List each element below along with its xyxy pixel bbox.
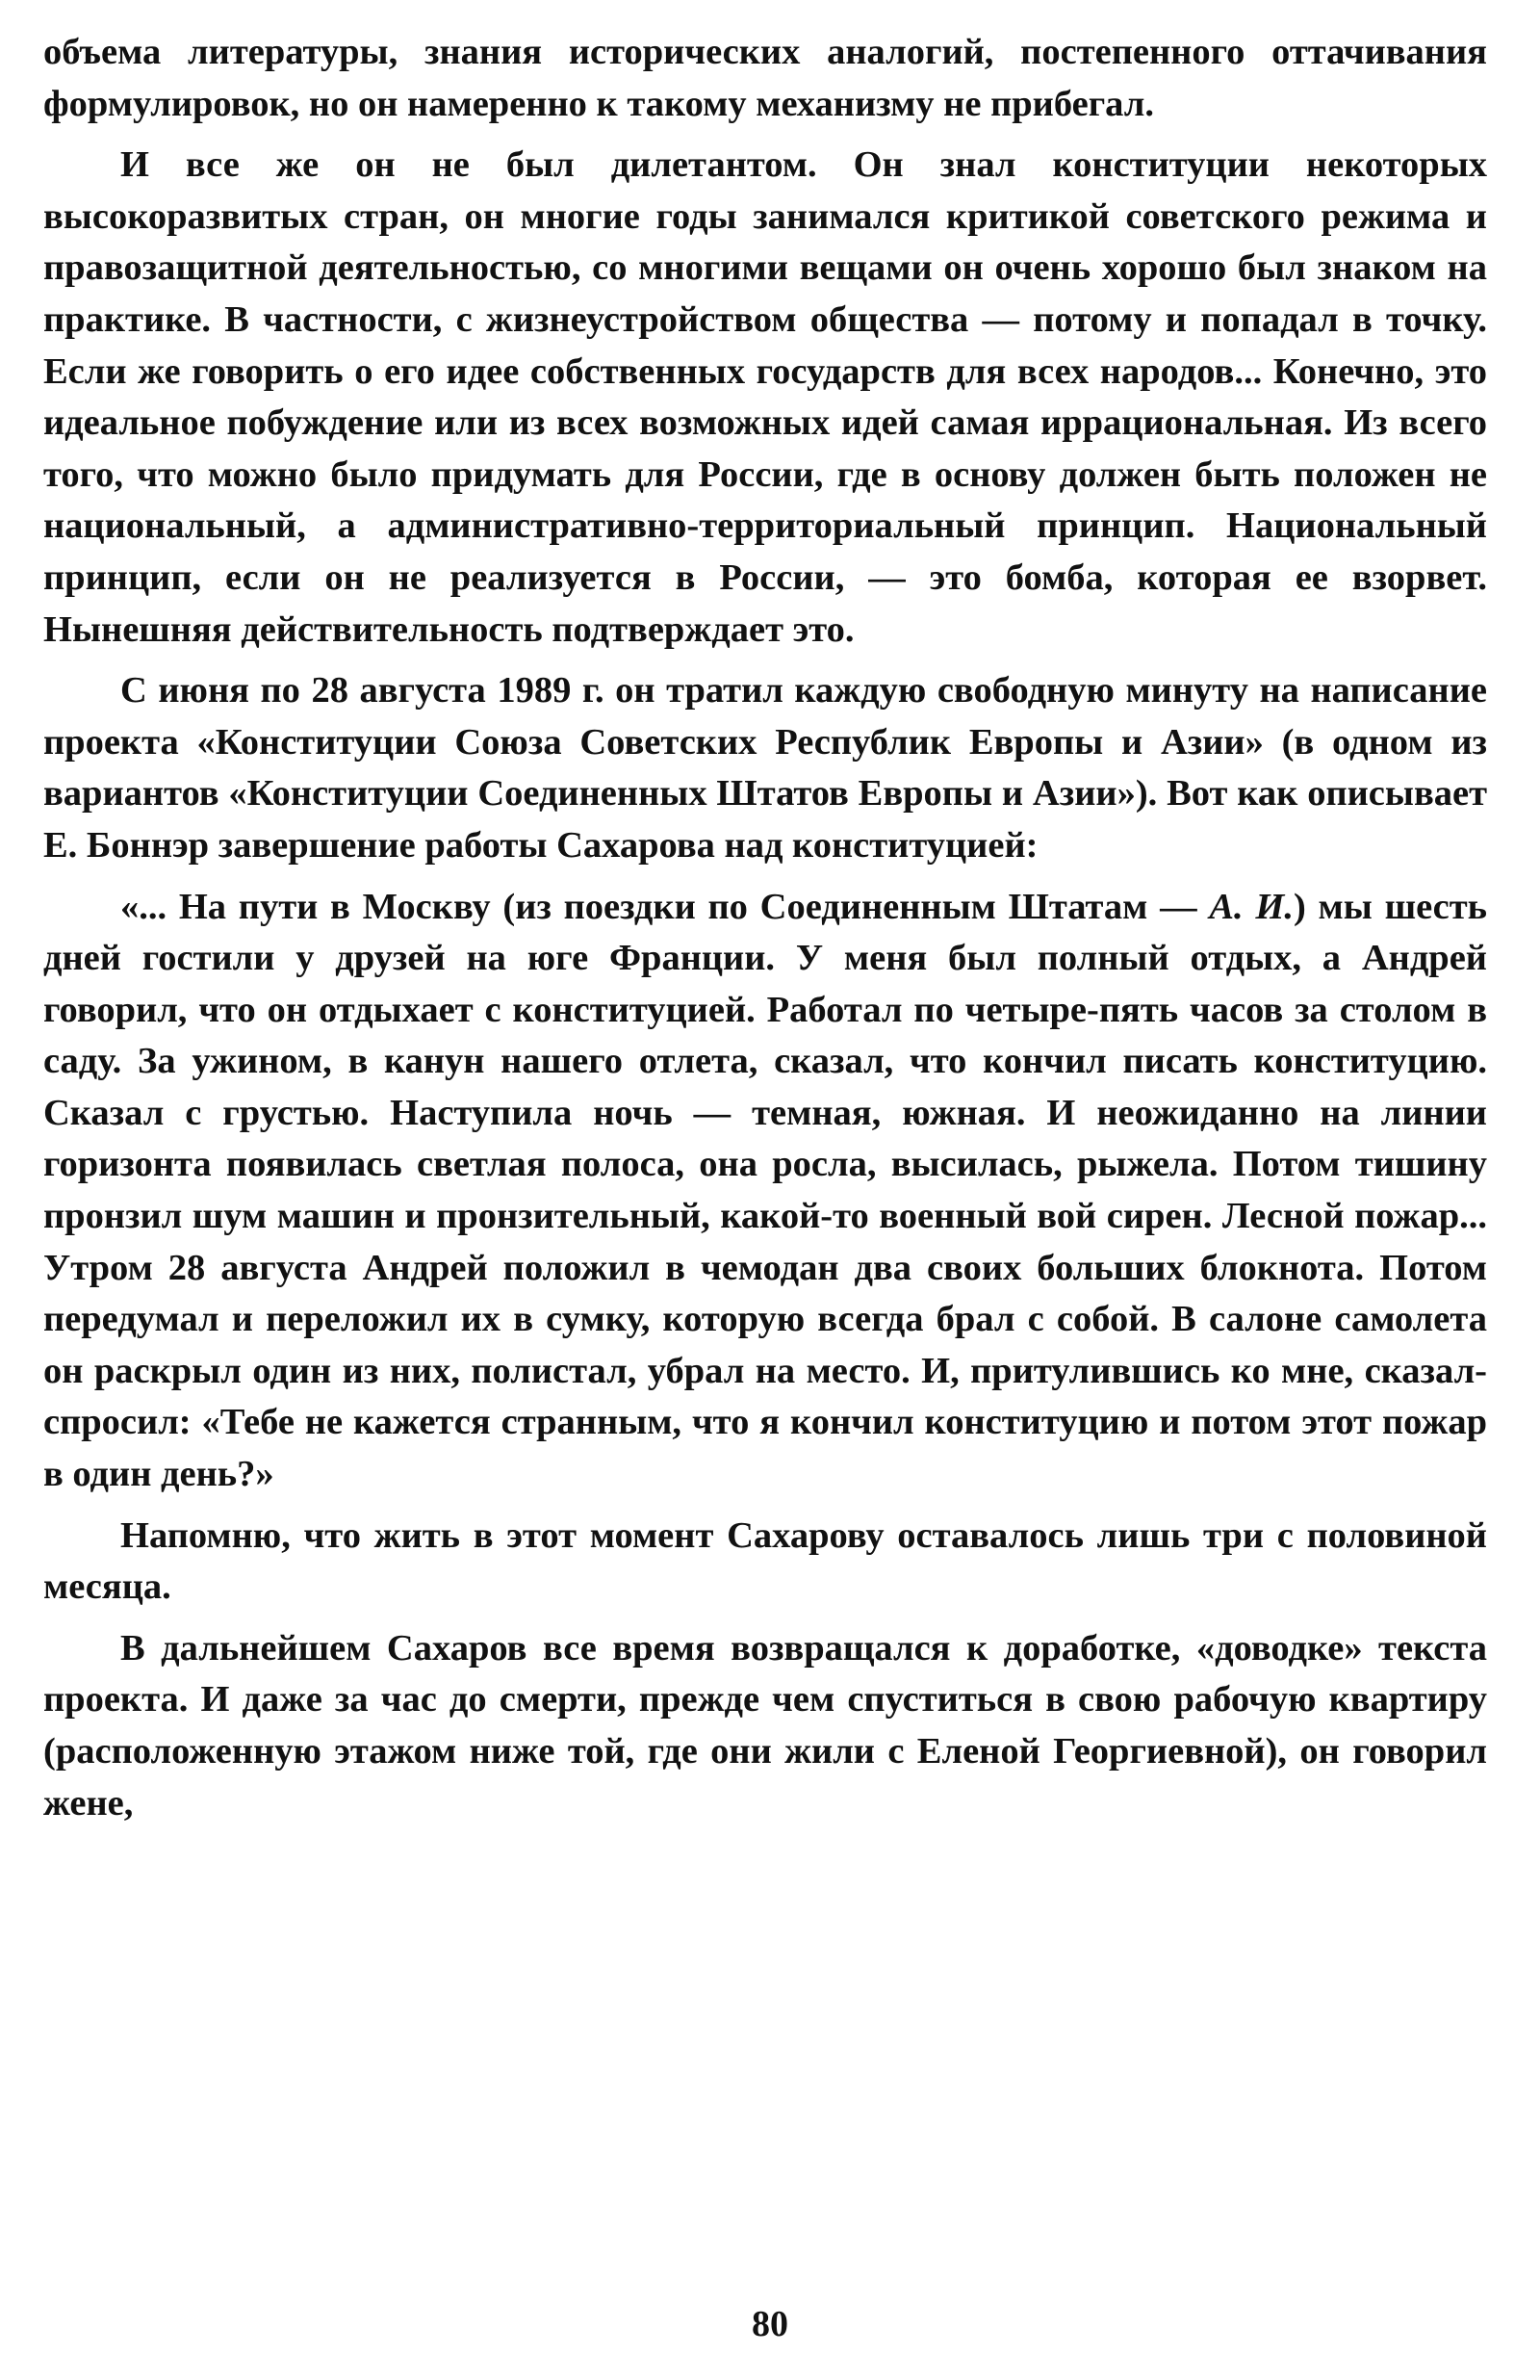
quote-author-initials: А. И.	[1209, 886, 1294, 927]
quote-text-start: «... На пути в Москву (из поездки по Соединенным Штатам —	[120, 886, 1210, 927]
paragraph-three-months: Напомню, что жить в этот момент Сахарову оставалось лишь три с половиной месяца.	[43, 1514, 1487, 1608]
quote-text-end: ) мы шесть дней гостили у друзей на юге Франции. У меня был полный отдых, а Андрей говорил, что он отдыхает с конституцией. Работал по четыре-пять часов за столом в саду. За ужином, в канун нашего отлета, сказал, что кончил писать конституцию. Сказал с грустью. Наступила ночь — темная, южная. И неожиданно на линии горизонта появилась светлая полоса, она росла, высилась, рыжела. Потом тишину пронзил шум машин и пронзительный, какой-то военный вой сирен. Лесной пожар... Утром 28 августа Андрей положил в чемодан два своих больших блокнота. Потом передумал и переложил их в сумку, которую всегда брал с собой. В салоне самолета он раскрыл один из них, полистал, убрал на место. И, притулившись ко мне, сказал-спросил: «Тебе не кажется странным, что я кончил конституцию и потом этот пожар в один день?»	[43, 886, 1487, 1495]
paragraph-continuation: объема литературы, знания исторических аналогий, постепенного оттачивания формулировок, но он намеренно к такому механизму не прибегал.	[43, 32, 1487, 124]
page-body	[43, 27, 1487, 1829]
quote-bonner	[43, 882, 1487, 1501]
paragraph-dilettante: И все же он не был дилетантом. Он знал конституции некоторых высокоразвитых стран, он многие годы занимался критикой советского режима и правозащитной деятельностью, со многими вещами он очень хорошо был знаком на практике. В частности, с жизнеустройством общества — потому и попадал в точку. Если же говорить о его идее собственных государств для всех народов... Конечно, это идеальное побуждение или из всех возможных идей самая иррациональная. Из всего того, что можно было придумать для России, где в основу должен быть положен не национальный, а административно-территориальный принцип. Национальный принцип, если он не реализуется в России, — это бомба, которая ее взорвет. Нынешняя действительность подтверждает это.	[43, 144, 1487, 650]
paragraph-revisions: В дальнейшем Сахаров все время возвращался к доработке, «доводке» текста проекта. И даже за час до смерти, прежде чем спуститься в свою рабочую квартиру (расположенную этажом ниже той, где они жили с Еленой Георгиевной), он говорил жене,	[43, 1627, 1487, 1824]
paragraph-constitution-project: С июня по 28 августа 1989 г. он тратил каждую свободную минуту на написание проекта «Конституции Союза Советских Республик Европы и Азии» (в одном из вариантов «Конституции Соединенных Штатов Европы и Азии»). Вот как описывает Е. Боннэр завершение работы Сахарова над конституцией:	[43, 670, 1487, 866]
page-number: 80	[752, 2304, 788, 2344]
